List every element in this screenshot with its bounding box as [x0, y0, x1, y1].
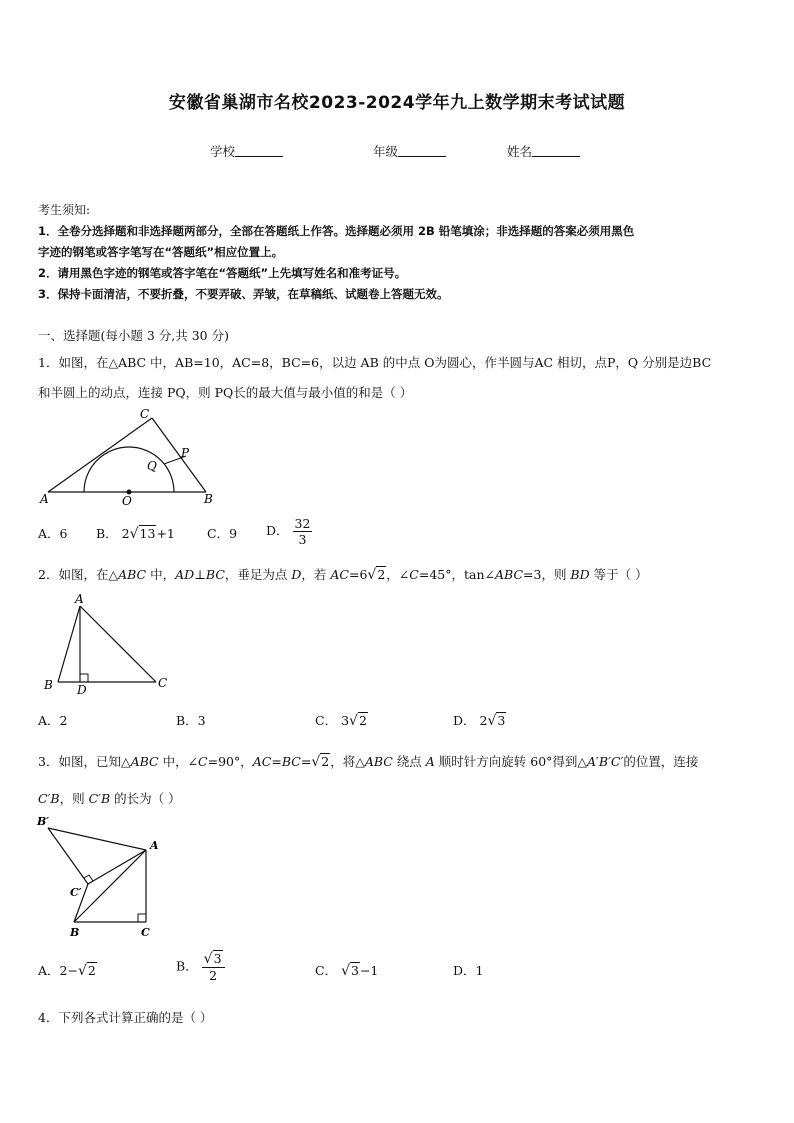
q1-option-a: A．6 — [38, 526, 68, 541]
q2-text-3: ，垂足为点 — [224, 567, 292, 582]
q3-text-2: 中，∠ — [158, 754, 199, 769]
q1-line1: 1．如图，在△ABC 中，AB=10，AC=8，BC=6，以边 AB 的中点 O为圆心，作半圆与AC 相切，点P，Q 分别是边BC — [38, 355, 712, 370]
q2-perp: ⊥ — [194, 567, 206, 582]
q2-text-5: ，∠ — [386, 567, 410, 582]
q2-radicand: 2 — [377, 567, 386, 582]
q1-option-b: B． 2√13+1 — [96, 526, 175, 542]
q3-a: A — [425, 754, 435, 769]
q2-abc: ABC — [118, 567, 147, 582]
q2-bd: BD — [570, 567, 590, 582]
q1-label-b: B — [204, 492, 213, 506]
q1-option-b-label: B． — [96, 526, 118, 541]
q3-option-d: D．1 — [453, 963, 484, 978]
q2-label-b: B — [44, 678, 53, 692]
q2-option-a: A．2 — [38, 713, 68, 728]
grade-label: 年级 — [373, 144, 399, 159]
q4-stem: 4．下列各式计算正确的是（ ） — [38, 1010, 213, 1025]
q3-label-a: A — [150, 839, 159, 852]
q2-label-a: A — [75, 592, 84, 606]
grade-field — [373, 142, 446, 160]
q2-option-c: C． 3√2 — [315, 713, 367, 729]
q3-text-8: ，则 — [59, 791, 89, 806]
q3-text-3: =90°， — [207, 754, 253, 769]
q2-text-6: =45°，tan∠ — [418, 567, 495, 582]
q1-option-c: C．9 — [207, 526, 238, 541]
q3-text-4: ，将△ — [330, 754, 365, 769]
q1-line2: 和半圆上的动点，连接 PQ，则 PQ长的最大值与最小值的和是（ ） — [38, 385, 413, 400]
q2-ac: AC — [330, 567, 349, 582]
q3-c: C — [198, 754, 208, 769]
q3-figure — [34, 812, 174, 942]
q3-label-bp: B′ — [37, 815, 50, 828]
q3-radicand: 2 — [321, 754, 330, 769]
q3-label-c: C — [141, 926, 150, 939]
q3-option-a: A．2−√2 — [38, 963, 96, 979]
q3-option-a-radicand: 2 — [87, 963, 96, 978]
q2-ad: AD — [175, 567, 195, 582]
q3-label-b: B — [70, 926, 80, 939]
q2-label-d: D — [77, 683, 87, 696]
q1-label-c: C — [140, 407, 150, 421]
name-blank — [532, 145, 580, 157]
q1-option-b-coef: 2 — [121, 526, 130, 541]
notice-item-3: 3．保持卡面清洁，不要折叠，不要弄破、弄皱，在草稿纸、试题卷上答题无效。 — [38, 287, 449, 301]
grade-blank — [398, 145, 446, 157]
q3-option-b-label: B． — [176, 958, 198, 974]
q2-label-c: C — [158, 676, 168, 690]
q2-text-8: 等于（ ） — [589, 567, 648, 582]
q3-text-9: 的长为（ ） — [110, 791, 181, 806]
q1-option-d-den: 3 — [298, 532, 307, 547]
q3-abc: ABC — [130, 754, 159, 769]
q2-bc: BC — [205, 567, 225, 582]
q2-figure — [38, 592, 178, 696]
section-heading: 一、选择题(每小题 3 分,共 30 分) — [38, 328, 229, 343]
notice-item-2: 2．请用黑色字迹的钢笔或答字笔在“答题纸”上先填写姓名和准考证号。 — [38, 266, 407, 280]
q1-figure — [36, 404, 226, 508]
q3-text-1: 3．如图，已知△ — [38, 754, 131, 769]
q2-abc2: ABC — [495, 567, 524, 582]
q2-option-d: D． 2√3 — [453, 713, 506, 729]
q3-label-cp: C′ — [70, 886, 82, 899]
q3-option-c-post: −1 — [359, 963, 379, 978]
q2-option-c-coef: 3 — [341, 713, 350, 728]
q2-stem: 2．如图，在△ABC 中，AD⊥BC，垂足为点 D，若 AC=6√2，∠C=45°，tan∠ABC=3，则 BD 等于（ ） — [38, 567, 648, 583]
q3-option-a-pre: 2− — [59, 963, 78, 978]
q2-option-c-label: C． — [315, 713, 338, 728]
q2-text-2: 中， — [146, 567, 176, 582]
q2-option-b: B．3 — [176, 713, 206, 728]
q3-text-7: 的位置，连接 — [623, 754, 699, 769]
q2-option-c-radicand: 2 — [358, 713, 367, 728]
q3-option-a-label: A． — [38, 963, 60, 978]
q3-cb-2: C′B — [88, 791, 111, 806]
q3-text-5: 绕点 — [392, 754, 426, 769]
q2-option-d-label: D． — [453, 713, 476, 728]
q3-eq2: = — [300, 754, 312, 769]
notice-item-1-cont: 字迹的钢笔或答字笔写在“答题纸”相应位置上。 — [38, 245, 284, 259]
school-blank — [235, 145, 283, 157]
name-label: 姓名 — [507, 144, 533, 159]
q2-d: D — [291, 567, 302, 582]
notice-heading: 考生须知: — [38, 203, 91, 217]
q2-text-7: =3，则 — [523, 567, 571, 582]
q3-stem-line1: 3．如图，已知△ABC 中，∠C=90°，AC=BC=√2，将△ABC 绕点 A 顺时针方向旋转 60°得到△A′B′C′的位置，连接 — [38, 754, 699, 770]
q1-label-o: O — [122, 494, 132, 508]
q1-option-d — [266, 516, 312, 547]
q2-c: C — [409, 567, 419, 582]
school-label: 学校 — [210, 144, 236, 159]
q2-option-d-radicand: 3 — [497, 713, 506, 728]
q1-label-p: P — [181, 446, 190, 460]
q2-eq6: =6 — [348, 567, 368, 582]
q3-option-c: C． √3−1 — [315, 963, 379, 979]
q1-option-d-num: 32 — [294, 516, 311, 531]
q3-option-b-den: 2 — [209, 968, 218, 983]
q3-ac: AC — [252, 754, 272, 769]
q3-abc2: ABC — [364, 754, 393, 769]
q3-option-b: B． $\frac{√3}{2}$ — [176, 951, 225, 983]
q2-text-1: 2．如图，在△ — [38, 567, 119, 582]
q3-text-6: 顺时针方向旋转 60°得到△ — [434, 754, 588, 769]
q3-option-c-radicand: 3 — [350, 963, 359, 978]
q1-option-b-post: +1 — [156, 526, 175, 541]
q3-bc: BC — [281, 754, 301, 769]
notice-item-1: 1．全卷分选择题和非选择题两部分，全部在答题纸上作答。选择题必须用 2B 铅笔填涂；非选择题的答案必须用黑色 — [38, 224, 635, 238]
school-field — [210, 142, 283, 160]
name-field — [507, 142, 580, 160]
q1-label-a: A — [40, 492, 49, 506]
q1-option-b-radicand: 13 — [139, 526, 156, 541]
q1-label-q: Q — [147, 459, 157, 473]
q2-option-d-coef: 2 — [479, 713, 488, 728]
q1-option-d-label: D． — [266, 523, 289, 538]
q2-text-4: ，若 — [301, 567, 331, 582]
q3-cb-1: C′B — [38, 791, 60, 806]
q3-stem-line2 — [38, 789, 181, 809]
q3-option-c-label: C． — [315, 963, 338, 978]
q3-option-b-radicand: 3 — [213, 951, 222, 966]
page-title: 安徽省巢湖市名校2023-2024学年九上数学期末考试试题 — [168, 93, 626, 113]
q3-abc3: A′B′C′ — [587, 754, 624, 769]
q3-eq: = — [271, 754, 282, 769]
